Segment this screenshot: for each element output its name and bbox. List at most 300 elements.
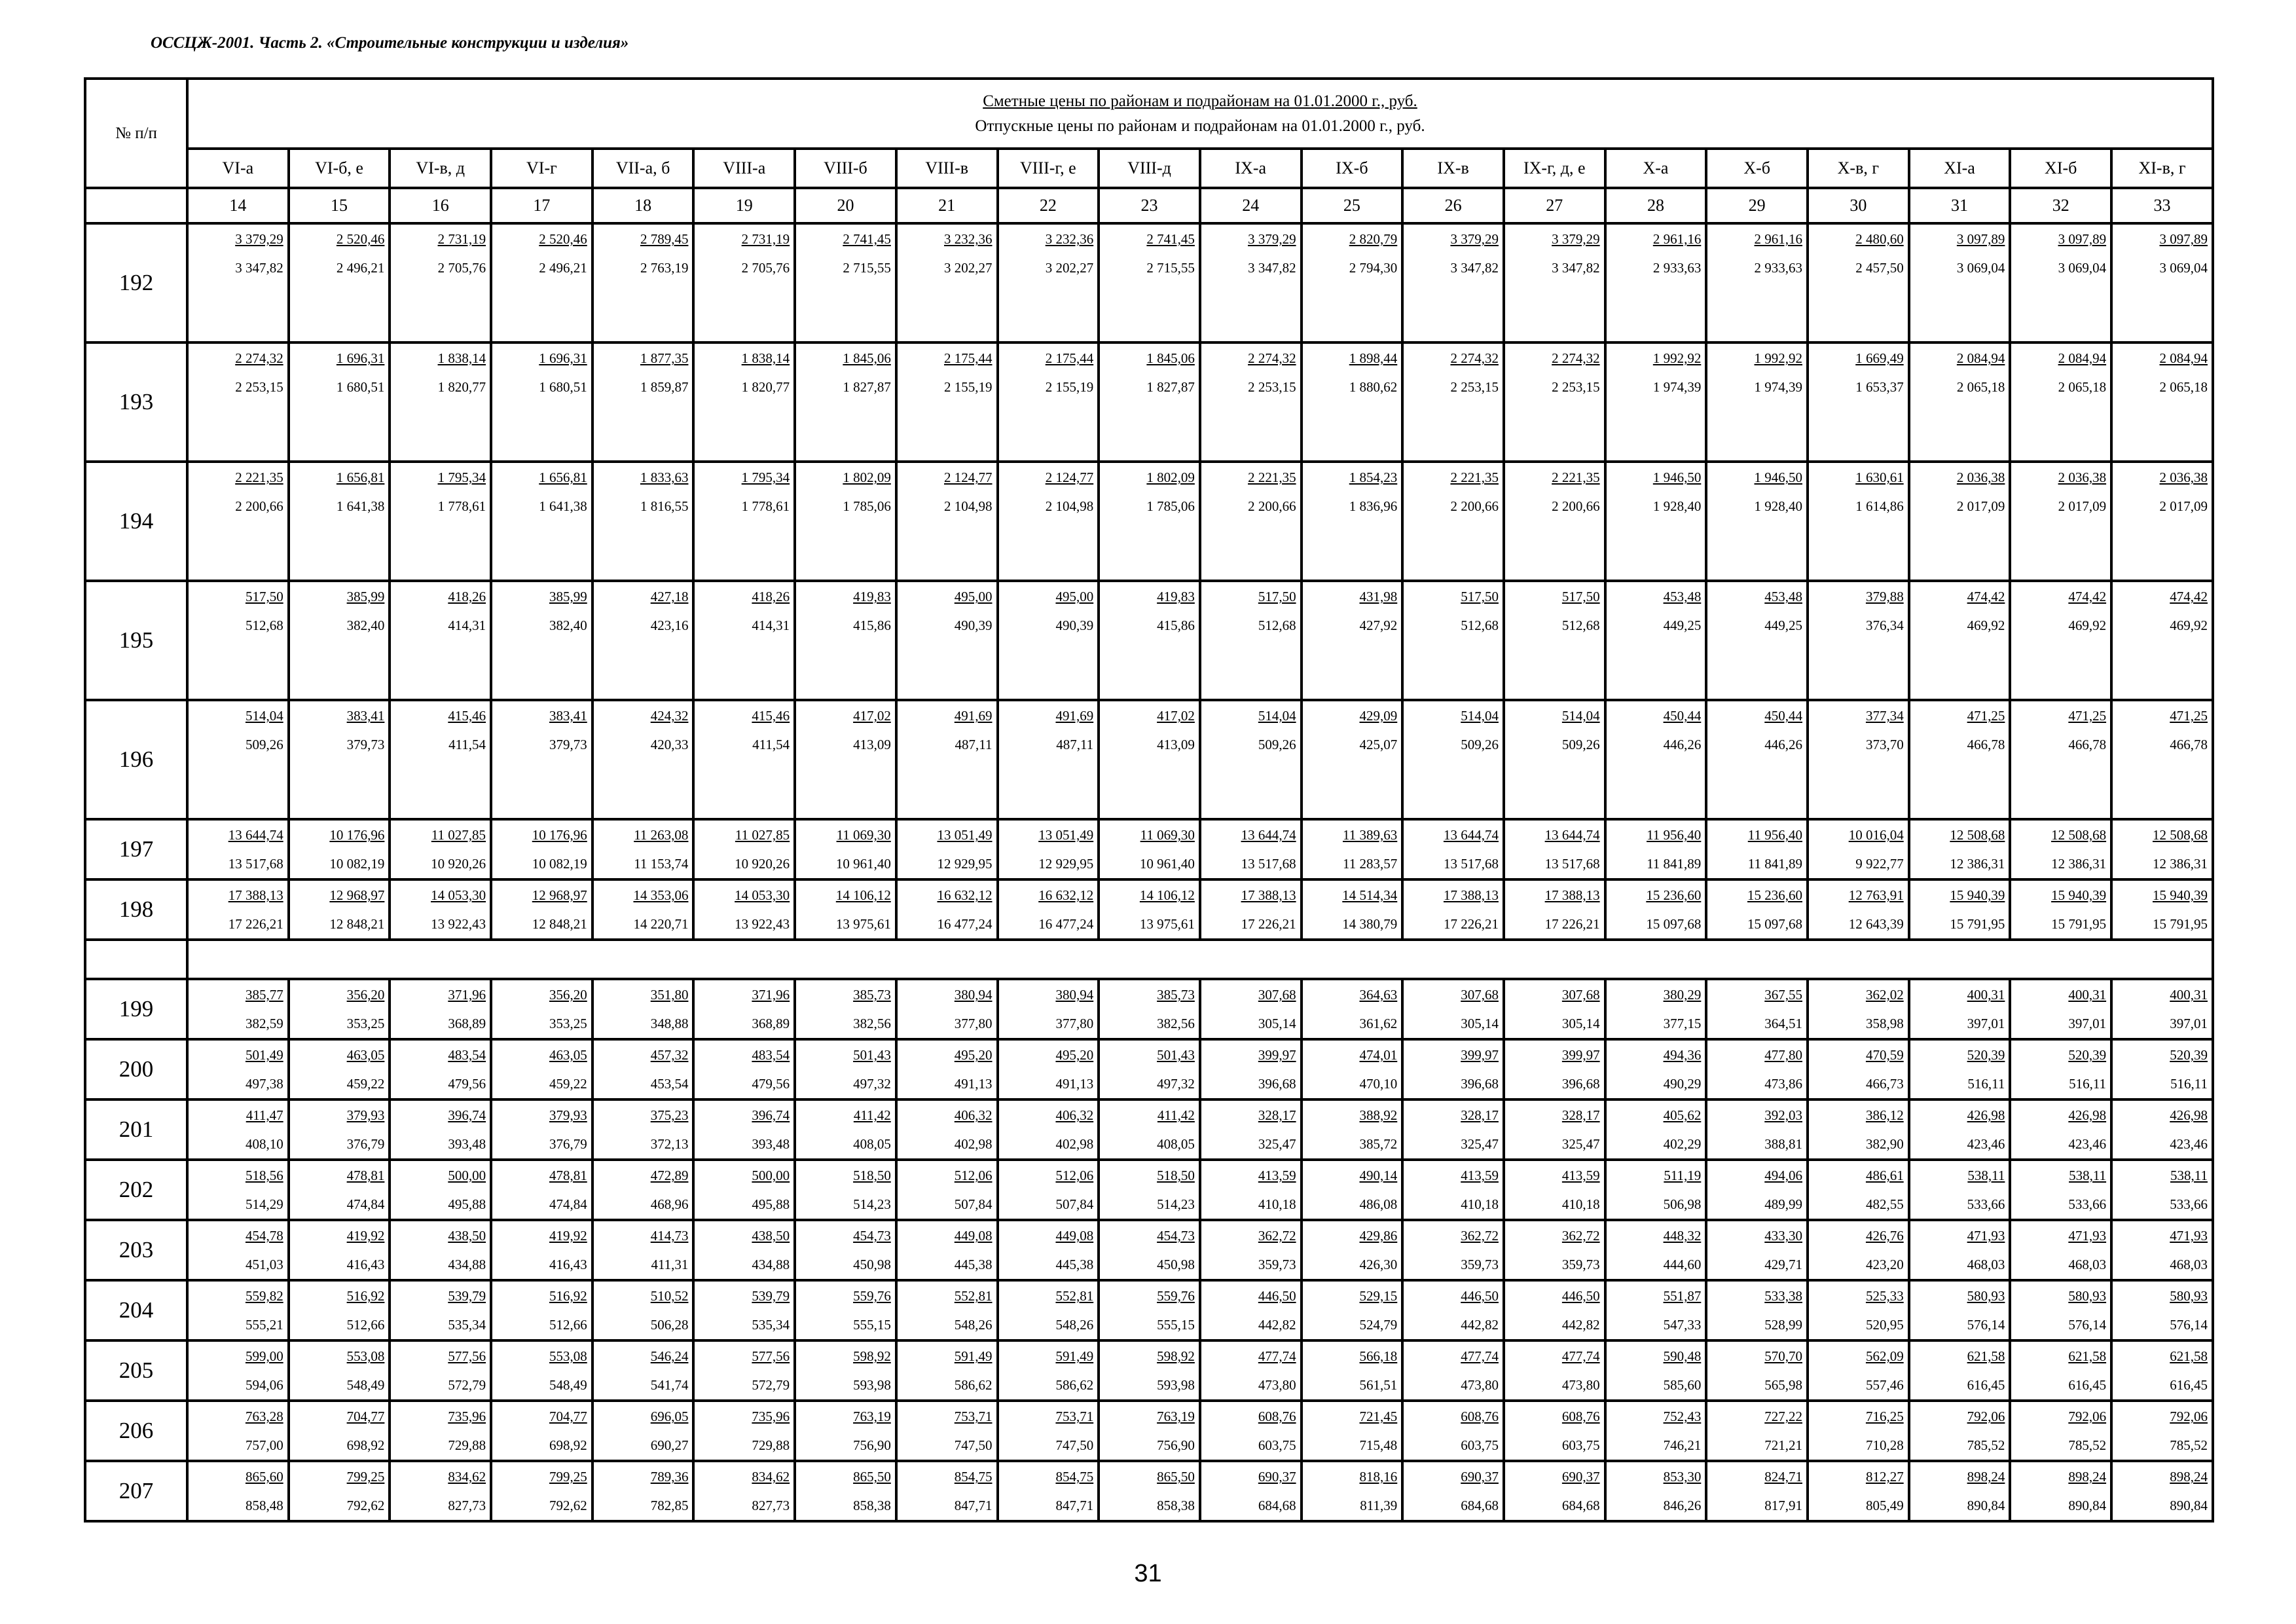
price-cell xyxy=(1706,1340,1808,1401)
release-price: 2 017,09 xyxy=(2058,498,2107,514)
estimated-price: 426,98 xyxy=(2170,1107,2208,1123)
price-cell xyxy=(693,1099,795,1160)
estimated-price: 2 221,35 xyxy=(1248,470,1296,485)
zone-header: IX-в xyxy=(1402,149,1504,188)
release-price: 512,68 xyxy=(1561,618,1600,633)
estimated-price: 411,42 xyxy=(1157,1107,1195,1123)
release-price: 13 975,61 xyxy=(835,916,891,932)
release-price: 13 517,68 xyxy=(1443,856,1499,872)
column-number: 26 xyxy=(1402,188,1504,223)
release-price: 555,15 xyxy=(1157,1317,1195,1333)
price-cell xyxy=(1909,462,2011,581)
release-price: 1 974,39 xyxy=(1652,379,1702,395)
release-price: 449,25 xyxy=(1764,618,1802,633)
estimated-price: 704,77 xyxy=(549,1409,587,1424)
release-price: 2 065,18 xyxy=(1956,379,2005,395)
price-cell xyxy=(289,1099,390,1160)
price-cell xyxy=(187,1461,289,1521)
release-price: 466,78 xyxy=(2170,737,2208,752)
estimated-price: 854,75 xyxy=(1055,1469,1094,1485)
price-cell xyxy=(2111,1461,2213,1521)
price-cell xyxy=(1605,1160,1707,1220)
price-cell xyxy=(795,819,896,879)
release-price: 561,51 xyxy=(1359,1377,1398,1393)
price-cell xyxy=(1605,1340,1707,1401)
estimated-price: 17 388,13 xyxy=(1544,887,1600,903)
release-price: 17 226,21 xyxy=(1241,916,1296,932)
release-price: 858,38 xyxy=(1157,1498,1195,1513)
row-number: 194 xyxy=(85,462,187,581)
price-cell xyxy=(187,1099,289,1160)
estimated-price: 2 961,16 xyxy=(1652,231,1702,247)
release-price: 514,23 xyxy=(853,1196,891,1212)
table-title-estimated: Сметные цены по районам и подрайонам на 01.01.2000 г., руб. xyxy=(983,92,1417,110)
price-cell xyxy=(795,1099,896,1160)
price-cell xyxy=(1099,342,1200,462)
release-price: 359,73 xyxy=(1258,1257,1296,1272)
estimated-price: 379,93 xyxy=(346,1107,385,1123)
price-cell xyxy=(1808,1401,1909,1461)
price-cell xyxy=(2111,581,2213,700)
release-price: 13 517,68 xyxy=(228,856,283,872)
release-price: 16 477,24 xyxy=(937,916,993,932)
estimated-price: 2 731,19 xyxy=(437,231,486,247)
release-price: 520,95 xyxy=(1865,1317,1904,1333)
estimated-price: 598,92 xyxy=(1157,1348,1195,1364)
estimated-price: 419,92 xyxy=(549,1228,587,1244)
estimated-price: 3 097,89 xyxy=(1956,231,2005,247)
column-number: 22 xyxy=(998,188,1099,223)
estimated-price: 2 961,16 xyxy=(1754,231,1802,247)
estimated-price: 1 802,09 xyxy=(843,470,891,485)
estimated-price: 463,05 xyxy=(346,1047,385,1063)
release-price: 1 820,77 xyxy=(741,379,790,395)
release-price: 13 975,61 xyxy=(1139,916,1195,932)
price-cell xyxy=(592,1099,694,1160)
estimated-price: 727,22 xyxy=(1764,1409,1802,1424)
column-number: 17 xyxy=(491,188,592,223)
estimated-price: 608,76 xyxy=(1461,1409,1499,1424)
price-cell xyxy=(1605,462,1707,581)
table-title xyxy=(187,79,2213,149)
estimated-price: 375,23 xyxy=(650,1107,689,1123)
price-cell xyxy=(2010,581,2111,700)
release-price: 497,32 xyxy=(1157,1076,1195,1092)
estimated-price: 546,24 xyxy=(650,1348,689,1364)
price-cell xyxy=(1706,700,1808,819)
price-cell xyxy=(390,700,491,819)
release-price: 415,86 xyxy=(1157,618,1195,633)
release-price: 514,29 xyxy=(245,1196,283,1212)
estimated-price: 413,59 xyxy=(1561,1168,1600,1183)
release-price: 423,20 xyxy=(1865,1257,1904,1272)
price-cell xyxy=(693,1220,795,1280)
estimated-price: 419,83 xyxy=(1157,589,1195,604)
zone-header: X-а xyxy=(1605,149,1707,188)
estimated-price: 898,24 xyxy=(1967,1469,2005,1485)
price-cell xyxy=(1402,1340,1504,1401)
price-cell xyxy=(390,879,491,940)
estimated-price: 406,32 xyxy=(954,1107,993,1123)
estimated-price: 753,71 xyxy=(954,1409,993,1424)
estimated-price: 551,87 xyxy=(1663,1288,1702,1304)
table-row xyxy=(85,342,2213,462)
release-price: 2 200,66 xyxy=(1552,498,1600,514)
release-price: 512,68 xyxy=(1461,618,1499,633)
estimated-price: 396,74 xyxy=(752,1107,790,1123)
release-price: 423,46 xyxy=(2068,1136,2107,1152)
table-row xyxy=(85,700,2213,819)
estimated-price: 599,00 xyxy=(245,1348,283,1364)
price-cell xyxy=(1099,1220,1200,1280)
release-price: 416,43 xyxy=(549,1257,587,1272)
estimated-price: 559,82 xyxy=(245,1288,283,1304)
release-price: 9 922,77 xyxy=(1855,856,1904,872)
release-price: 512,66 xyxy=(549,1317,587,1333)
price-cell xyxy=(1099,1461,1200,1521)
estimated-price: 799,25 xyxy=(549,1469,587,1485)
estimated-price: 2 036,38 xyxy=(2159,470,2208,485)
column-number: 25 xyxy=(1302,188,1403,223)
row-number: 206 xyxy=(85,1401,187,1461)
estimated-price: 696,05 xyxy=(650,1409,689,1424)
release-price: 411,54 xyxy=(448,737,486,752)
estimated-price: 2 520,46 xyxy=(336,231,385,247)
price-cell xyxy=(1808,819,1909,879)
estimated-price: 501,49 xyxy=(245,1047,283,1063)
estimated-price: 517,50 xyxy=(245,589,283,604)
release-price: 305,14 xyxy=(1461,1016,1499,1031)
release-price: 12 929,95 xyxy=(937,856,993,872)
estimated-price: 3 379,29 xyxy=(1248,231,1296,247)
price-cell xyxy=(289,979,390,1039)
estimated-price: 453,48 xyxy=(1663,589,1702,604)
release-price: 684,68 xyxy=(1258,1498,1296,1513)
estimated-price: 552,81 xyxy=(1055,1288,1094,1304)
release-price: 846,26 xyxy=(1663,1498,1702,1513)
estimated-price: 385,73 xyxy=(853,987,891,1003)
price-cell xyxy=(1504,581,1605,700)
estimated-price: 1 802,09 xyxy=(1146,470,1195,485)
price-cell xyxy=(1808,223,1909,342)
release-price: 382,59 xyxy=(245,1016,283,1031)
column-number: 32 xyxy=(2010,188,2111,223)
price-cell xyxy=(187,223,289,342)
price-cell xyxy=(187,1220,289,1280)
release-price: 486,08 xyxy=(1359,1196,1398,1212)
price-cell xyxy=(1200,1039,1302,1099)
price-cell xyxy=(289,1220,390,1280)
row-number: 196 xyxy=(85,700,187,819)
price-cell xyxy=(795,1039,896,1099)
estimated-price: 11 956,40 xyxy=(1747,827,1802,843)
release-price: 423,16 xyxy=(650,618,689,633)
release-price: 586,62 xyxy=(954,1377,993,1393)
estimated-price: 400,31 xyxy=(2068,987,2107,1003)
price-cell xyxy=(1402,879,1504,940)
release-price: 2 933,63 xyxy=(1754,260,1802,276)
price-cell xyxy=(1099,1039,1200,1099)
price-cell xyxy=(1605,1280,1707,1340)
estimated-price: 865,60 xyxy=(245,1469,283,1485)
price-cell xyxy=(998,879,1099,940)
estimated-price: 478,81 xyxy=(346,1168,385,1183)
estimated-price: 356,20 xyxy=(549,987,587,1003)
release-price: 442,82 xyxy=(1258,1317,1296,1333)
release-price: 747,50 xyxy=(954,1437,993,1453)
zone-header: XI-в, г xyxy=(2111,149,2213,188)
release-price: 411,31 xyxy=(651,1257,689,1272)
release-price: 3 069,04 xyxy=(2159,260,2208,276)
price-cell xyxy=(896,342,998,462)
estimated-price: 591,49 xyxy=(954,1348,993,1364)
release-price: 491,13 xyxy=(954,1076,993,1092)
release-price: 408,05 xyxy=(1157,1136,1195,1152)
release-price: 729,88 xyxy=(448,1437,486,1453)
price-cell xyxy=(1402,462,1504,581)
estimated-price: 553,08 xyxy=(549,1348,587,1364)
price-cell xyxy=(1706,1160,1808,1220)
estimated-price: 388,92 xyxy=(1359,1107,1398,1123)
price-cell xyxy=(592,342,694,462)
column-number: 24 xyxy=(1200,188,1302,223)
release-price: 473,80 xyxy=(1561,1377,1600,1393)
release-price: 890,84 xyxy=(1967,1498,2005,1513)
price-cell xyxy=(1605,223,1707,342)
estimated-price: 834,62 xyxy=(752,1469,790,1485)
price-cell xyxy=(1402,1280,1504,1340)
price-cell xyxy=(1402,1461,1504,1521)
estimated-price: 12 968,97 xyxy=(329,887,385,903)
column-number: 21 xyxy=(896,188,998,223)
estimated-price: 495,20 xyxy=(954,1047,993,1063)
release-price: 402,98 xyxy=(954,1136,993,1152)
price-cell xyxy=(1808,879,1909,940)
estimated-price: 13 051,49 xyxy=(1038,827,1094,843)
price-cell xyxy=(1200,1280,1302,1340)
estimated-price: 865,50 xyxy=(1157,1469,1195,1485)
estimated-price: 716,25 xyxy=(1865,1409,1904,1424)
release-price: 442,82 xyxy=(1461,1317,1499,1333)
release-price: 1 827,87 xyxy=(1146,379,1195,395)
estimated-price: 385,99 xyxy=(346,589,385,604)
estimated-price: 433,30 xyxy=(1764,1228,1802,1244)
price-cell xyxy=(491,1160,592,1220)
price-cell xyxy=(693,1340,795,1401)
estimated-price: 621,58 xyxy=(2068,1348,2107,1364)
estimated-price: 520,39 xyxy=(2068,1047,2107,1063)
release-price: 1 653,37 xyxy=(1855,379,1904,395)
release-price: 2 253,15 xyxy=(1450,379,1499,395)
number-column-header: № п/п xyxy=(85,79,187,188)
price-cell xyxy=(998,581,1099,700)
estimated-price: 471,25 xyxy=(2068,708,2107,724)
estimated-price: 514,04 xyxy=(1561,708,1600,724)
release-price: 516,11 xyxy=(2069,1076,2107,1092)
price-cell xyxy=(1200,462,1302,581)
price-cell xyxy=(187,819,289,879)
zone-header: IX-г, д, е xyxy=(1504,149,1605,188)
estimated-price: 1 669,49 xyxy=(1855,350,1904,366)
estimated-price: 494,36 xyxy=(1663,1047,1702,1063)
release-price: 411,54 xyxy=(752,737,790,752)
price-cell xyxy=(998,1461,1099,1521)
price-cell xyxy=(1504,979,1605,1039)
estimated-price: 477,80 xyxy=(1764,1047,1802,1063)
price-cell xyxy=(1200,581,1302,700)
release-price: 858,48 xyxy=(245,1498,283,1513)
release-price: 2 065,18 xyxy=(2159,379,2208,395)
estimated-price: 351,80 xyxy=(650,987,689,1003)
zone-header: VI-в, д xyxy=(390,149,491,188)
price-cell xyxy=(491,1220,592,1280)
price-cell xyxy=(998,1099,1099,1160)
row-number: 195 xyxy=(85,581,187,700)
price-cell xyxy=(795,1340,896,1401)
release-price: 509,26 xyxy=(1461,737,1499,752)
price-cell xyxy=(390,979,491,1039)
price-cell xyxy=(693,879,795,940)
price-cell xyxy=(1909,700,2011,819)
estimated-price: 10 176,96 xyxy=(329,827,385,843)
estimated-price: 411,47 xyxy=(246,1107,283,1123)
release-price: 890,84 xyxy=(2170,1498,2208,1513)
price-cell xyxy=(1302,819,1403,879)
release-price: 359,73 xyxy=(1461,1257,1499,1272)
estimated-price: 406,32 xyxy=(1055,1107,1094,1123)
estimated-price: 854,75 xyxy=(954,1469,993,1485)
price-cell xyxy=(592,1039,694,1099)
estimated-price: 898,24 xyxy=(2068,1469,2107,1485)
estimated-price: 834,62 xyxy=(448,1469,486,1485)
release-price: 792,62 xyxy=(549,1498,587,1513)
estimated-price: 520,39 xyxy=(1967,1047,2005,1063)
column-number: 19 xyxy=(693,188,795,223)
column-number: 30 xyxy=(1808,188,1909,223)
estimated-price: 2 741,45 xyxy=(843,231,891,247)
price-cell xyxy=(289,342,390,462)
release-price: 17 226,21 xyxy=(1443,916,1499,932)
price-cell xyxy=(491,879,592,940)
table-row xyxy=(85,1160,2213,1220)
price-cell xyxy=(1099,979,1200,1039)
estimated-price: 514,04 xyxy=(1258,708,1296,724)
release-price: 3 347,82 xyxy=(1450,260,1499,276)
estimated-price: 356,20 xyxy=(346,987,385,1003)
estimated-price: 307,68 xyxy=(1461,987,1499,1003)
price-cell xyxy=(187,979,289,1039)
estimated-price: 3 379,29 xyxy=(1450,231,1499,247)
estimated-price: 454,78 xyxy=(245,1228,283,1244)
table-title-row xyxy=(85,79,2213,149)
estimated-price: 478,81 xyxy=(549,1168,587,1183)
release-price: 10 920,26 xyxy=(735,856,790,872)
price-cell xyxy=(795,342,896,462)
release-price: 11 283,57 xyxy=(1343,856,1398,872)
price-cell xyxy=(1605,581,1707,700)
release-price: 17 226,21 xyxy=(228,916,283,932)
price-cell xyxy=(187,462,289,581)
estimated-price: 383,41 xyxy=(549,708,587,724)
estimated-price: 463,05 xyxy=(549,1047,587,1063)
estimated-price: 494,06 xyxy=(1764,1168,1802,1183)
estimated-price: 865,50 xyxy=(853,1469,891,1485)
table-row xyxy=(85,1340,2213,1401)
price-cell xyxy=(592,1340,694,1401)
estimated-price: 566,18 xyxy=(1359,1348,1398,1364)
release-price: 509,26 xyxy=(1561,737,1600,752)
estimated-price: 474,42 xyxy=(2068,589,2107,604)
release-price: 509,26 xyxy=(1258,737,1296,752)
price-cell xyxy=(1402,342,1504,462)
estimated-price: 763,19 xyxy=(853,1409,891,1424)
price-cell xyxy=(390,1160,491,1220)
estimated-price: 426,98 xyxy=(1967,1107,2005,1123)
release-price: 757,00 xyxy=(245,1437,283,1453)
price-cell xyxy=(289,1039,390,1099)
price-cell xyxy=(2010,1160,2111,1220)
estimated-price: 396,74 xyxy=(448,1107,486,1123)
price-cell xyxy=(795,223,896,342)
estimated-price: 474,42 xyxy=(2170,589,2208,604)
release-price: 361,62 xyxy=(1359,1016,1398,1031)
release-price: 396,68 xyxy=(1561,1076,1600,1092)
release-price: 576,14 xyxy=(2068,1317,2107,1333)
price-cell xyxy=(2010,1280,2111,1340)
estimated-price: 1 630,61 xyxy=(1855,470,1904,485)
price-cell xyxy=(1200,700,1302,819)
estimated-price: 763,28 xyxy=(245,1409,283,1424)
estimated-price: 1 833,63 xyxy=(640,470,689,485)
estimated-price: 2 084,94 xyxy=(1956,350,2005,366)
estimated-price: 380,94 xyxy=(954,987,993,1003)
price-cell xyxy=(1302,342,1403,462)
price-cell xyxy=(693,1039,795,1099)
estimated-price: 417,02 xyxy=(853,708,891,724)
estimated-price: 15 236,60 xyxy=(1646,887,1702,903)
release-price: 1 641,38 xyxy=(539,498,587,514)
release-price: 3 069,04 xyxy=(2058,260,2107,276)
release-price: 603,75 xyxy=(1561,1437,1600,1453)
table-row xyxy=(85,462,2213,581)
price-cell xyxy=(896,1340,998,1401)
release-price: 541,74 xyxy=(650,1377,689,1393)
release-price: 474,84 xyxy=(549,1196,587,1212)
estimated-price: 16 632,12 xyxy=(937,887,993,903)
estimated-price: 1 795,34 xyxy=(741,470,790,485)
estimated-price: 2 820,79 xyxy=(1349,231,1398,247)
estimated-price: 12 763,91 xyxy=(1848,887,1904,903)
price-cell xyxy=(2111,462,2213,581)
price-cell xyxy=(1909,1039,2011,1099)
price-cell xyxy=(1402,700,1504,819)
release-price: 13 517,68 xyxy=(1241,856,1296,872)
release-price: 1 641,38 xyxy=(336,498,385,514)
price-cell xyxy=(289,819,390,879)
release-price: 10 082,19 xyxy=(329,856,385,872)
release-price: 466,78 xyxy=(2068,737,2107,752)
release-price: 473,86 xyxy=(1764,1076,1802,1092)
estimated-price: 792,06 xyxy=(2068,1409,2107,1424)
release-price: 459,22 xyxy=(346,1076,385,1092)
price-cell xyxy=(1706,1039,1808,1099)
estimated-price: 3 097,89 xyxy=(2159,231,2208,247)
release-price: 382,56 xyxy=(1157,1016,1195,1031)
table-row xyxy=(85,1461,2213,1521)
estimated-price: 501,43 xyxy=(853,1047,891,1063)
estimated-price: 13 644,74 xyxy=(1544,827,1600,843)
price-cell xyxy=(491,342,592,462)
